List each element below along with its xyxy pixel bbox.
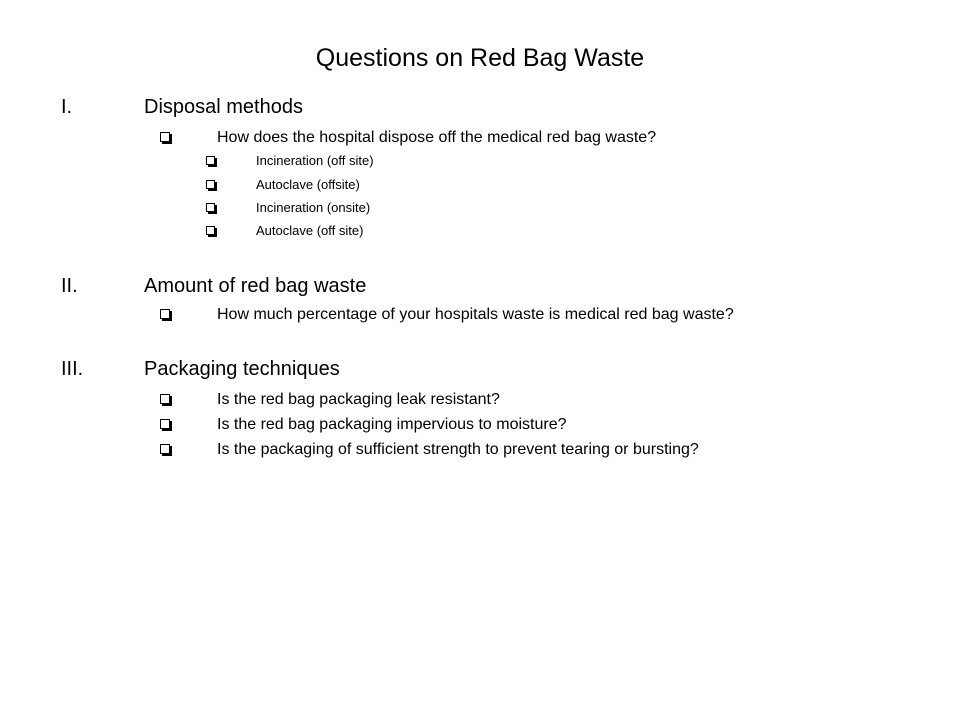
- checkbox-square-icon: [157, 128, 173, 148]
- slide-title: Questions on Red Bag Waste: [315, 44, 645, 72]
- checkbox-square-icon: [157, 305, 173, 325]
- section-1-heading: Disposal methods: [144, 96, 303, 118]
- checkbox-square-icon: [203, 223, 217, 239]
- option-item: Incineration (onsite): [256, 200, 371, 215]
- option-item: Autoclave (off site): [256, 223, 364, 238]
- checkbox-square-icon: [157, 390, 173, 410]
- section-1-numeral: I.: [61, 96, 73, 118]
- section-3-heading: Packaging techniques: [144, 358, 340, 380]
- question-amount: How much percentage of your hospitals waste is medical red bag waste?: [217, 306, 734, 323]
- question-packaging: Is the packaging of sufficient strength to prevent tearing or bursting?: [217, 441, 699, 458]
- question-packaging: Is the red bag packaging leak resistant?: [217, 391, 500, 408]
- checkbox-square-icon: [203, 153, 217, 169]
- section-3-numeral: III.: [61, 358, 84, 380]
- checkbox-square-icon: [157, 440, 173, 460]
- option-item: Incineration (off site): [256, 153, 374, 168]
- checkbox-square-icon: [203, 177, 217, 193]
- section-2-numeral: II.: [61, 275, 78, 297]
- checkbox-square-icon: [203, 200, 217, 216]
- option-item: Autoclave (offsite): [256, 177, 360, 192]
- section-2-heading: Amount of red bag waste: [144, 275, 367, 297]
- checkbox-square-icon: [157, 415, 173, 435]
- question-packaging: Is the red bag packaging impervious to moisture?: [217, 416, 567, 433]
- question-disposal: How does the hospital dispose off the medical red bag waste?: [217, 129, 657, 146]
